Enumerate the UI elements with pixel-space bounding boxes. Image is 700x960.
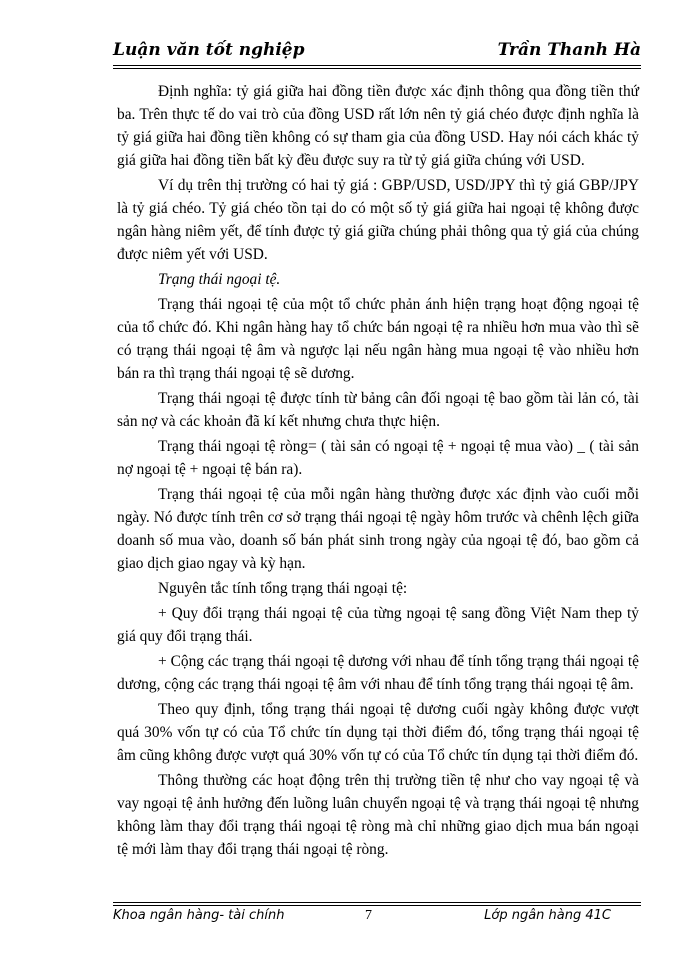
page-number: 7 bbox=[365, 908, 372, 923]
paragraph: Định nghĩa: tỷ giá giữa hai đồng tiền được xác định thông qua đồng tiền thứ ba. Trên thực tế do vai trò của đồng USD rất lớn nên tỷ giá chéo được định nghĩa là tỷ giá giữa hai đồng tiền không có sự tham gia của đồng USD. Hay nói cách khác tỷ giá giữa hai đồng tiền bất kỳ đều được suy ra từ tỷ giá giữa chúng với USD. bbox=[117, 83, 639, 169]
footer-faculty: Khoa ngân hàng- tài chính bbox=[113, 908, 285, 923]
header-rule bbox=[113, 65, 641, 66]
header-rule-thin bbox=[113, 68, 641, 69]
paragraph: Nguyên tắc tính tổng trạng thái ngoại tệ: bbox=[158, 580, 408, 597]
page-header bbox=[113, 38, 641, 66]
footer-class: Lớp ngân hàng 41C bbox=[484, 908, 611, 923]
paragraph: Ví dụ trên thị trường có hai tỷ giá : GBP/USD, USD/JPY thì tỷ giá GBP/JPY là tỷ giá chéo. Tỷ giá chéo tồn tại do có một số tỷ giá giữa hai ngoại tệ không được ngân hàng niêm yết, để tính được tỷ giá giữa chúng phải thông qua tỷ giá của chúng được niêm yết với USD. bbox=[117, 177, 639, 263]
paragraph: Trạng thái ngoại tệ được tính từ bảng cân đối ngoại tệ bao gồm tài lản có, tài sản nợ và các khoản đã kí kết nhưng chưa thực hiện. bbox=[117, 390, 639, 430]
paragraph: Thông thường các hoạt động trên thị trường tiền tệ như cho vay ngoại tệ và vay ngoại tệ ảnh hưởng đến luồng luân chuyển ngoại tệ và trạng thái ngoại tệ nhưng không làm thay đổi trạng thái ngoại tệ ròng mà chỉ những giao dịch mua bán ngoại tệ mới làm thay đổi trạng thái ngoại tệ ròng. bbox=[117, 772, 639, 858]
footer-rule-thin bbox=[113, 902, 641, 903]
section-heading: Trạng thái ngoại tệ. bbox=[158, 271, 281, 288]
header-left-title: Luận văn tốt nghiệp bbox=[113, 40, 305, 60]
document-body bbox=[117, 80, 639, 863]
paragraph: Trạng thái ngoại tệ của một tổ chức phản ánh hiện trạng hoạt động ngoại tệ của tổ chức đó. Khi ngân hàng hay tổ chức bán ngoại tệ ra nhiều hơn mua vào thì sẽ có trạng thái ngoại tệ âm và ngược lại nếu ngân hàng mua ngoại tệ vào nhiều hơn bán ra thì trạng thái ngoại tệ sẽ dương. bbox=[117, 296, 639, 382]
list-item: + Quy đổi trạng thái ngoại tệ của từng ngoại tệ sang đồng Việt Nam thep tỷ giá quy đổi trạng thái. bbox=[117, 605, 639, 645]
paragraph: Trạng thái ngoại tệ của mỗi ngân hàng thường được xác định vào cuối mỗi ngày. Nó được tính trên cơ sở trạng thái ngoại tệ ngày hôm trước và chênh lệch giữa doanh số mua vào, doanh số bán phát sinh trong ngày của ngoại tệ đó, bao gồm cả giao dịch giao ngay và kỳ hạn. bbox=[117, 486, 639, 572]
paragraph: Trạng thái ngoại tệ ròng= ( tài sản có ngoại tệ + ngoại tệ mua vào) _ ( tài sản nợ ngoại tệ + ngoại tệ bán ra). bbox=[117, 438, 639, 478]
paragraph: Theo quy định, tổng trạng thái ngoại tệ dương cuối ngày không được vượt quá 30% vốn tự có của Tổ chức tín dụng tại thời điểm đó, tổng trạng thái ngoại tệ âm cũng không được vượt quá 30% vốn tự có của Tổ chức tín dụng tại thời điểm đó. bbox=[117, 701, 639, 764]
footer-rule bbox=[113, 905, 641, 906]
header-author: Trần Thanh Hà bbox=[497, 40, 641, 60]
list-item: + Cộng các trạng thái ngoại tệ dương với nhau để tính tổng trạng thái ngoại tệ dương, cộng các trạng thái ngoại tệ âm với nhau để tính tổng trạng thái ngoại tệ âm. bbox=[117, 653, 639, 693]
page-footer bbox=[113, 908, 641, 928]
